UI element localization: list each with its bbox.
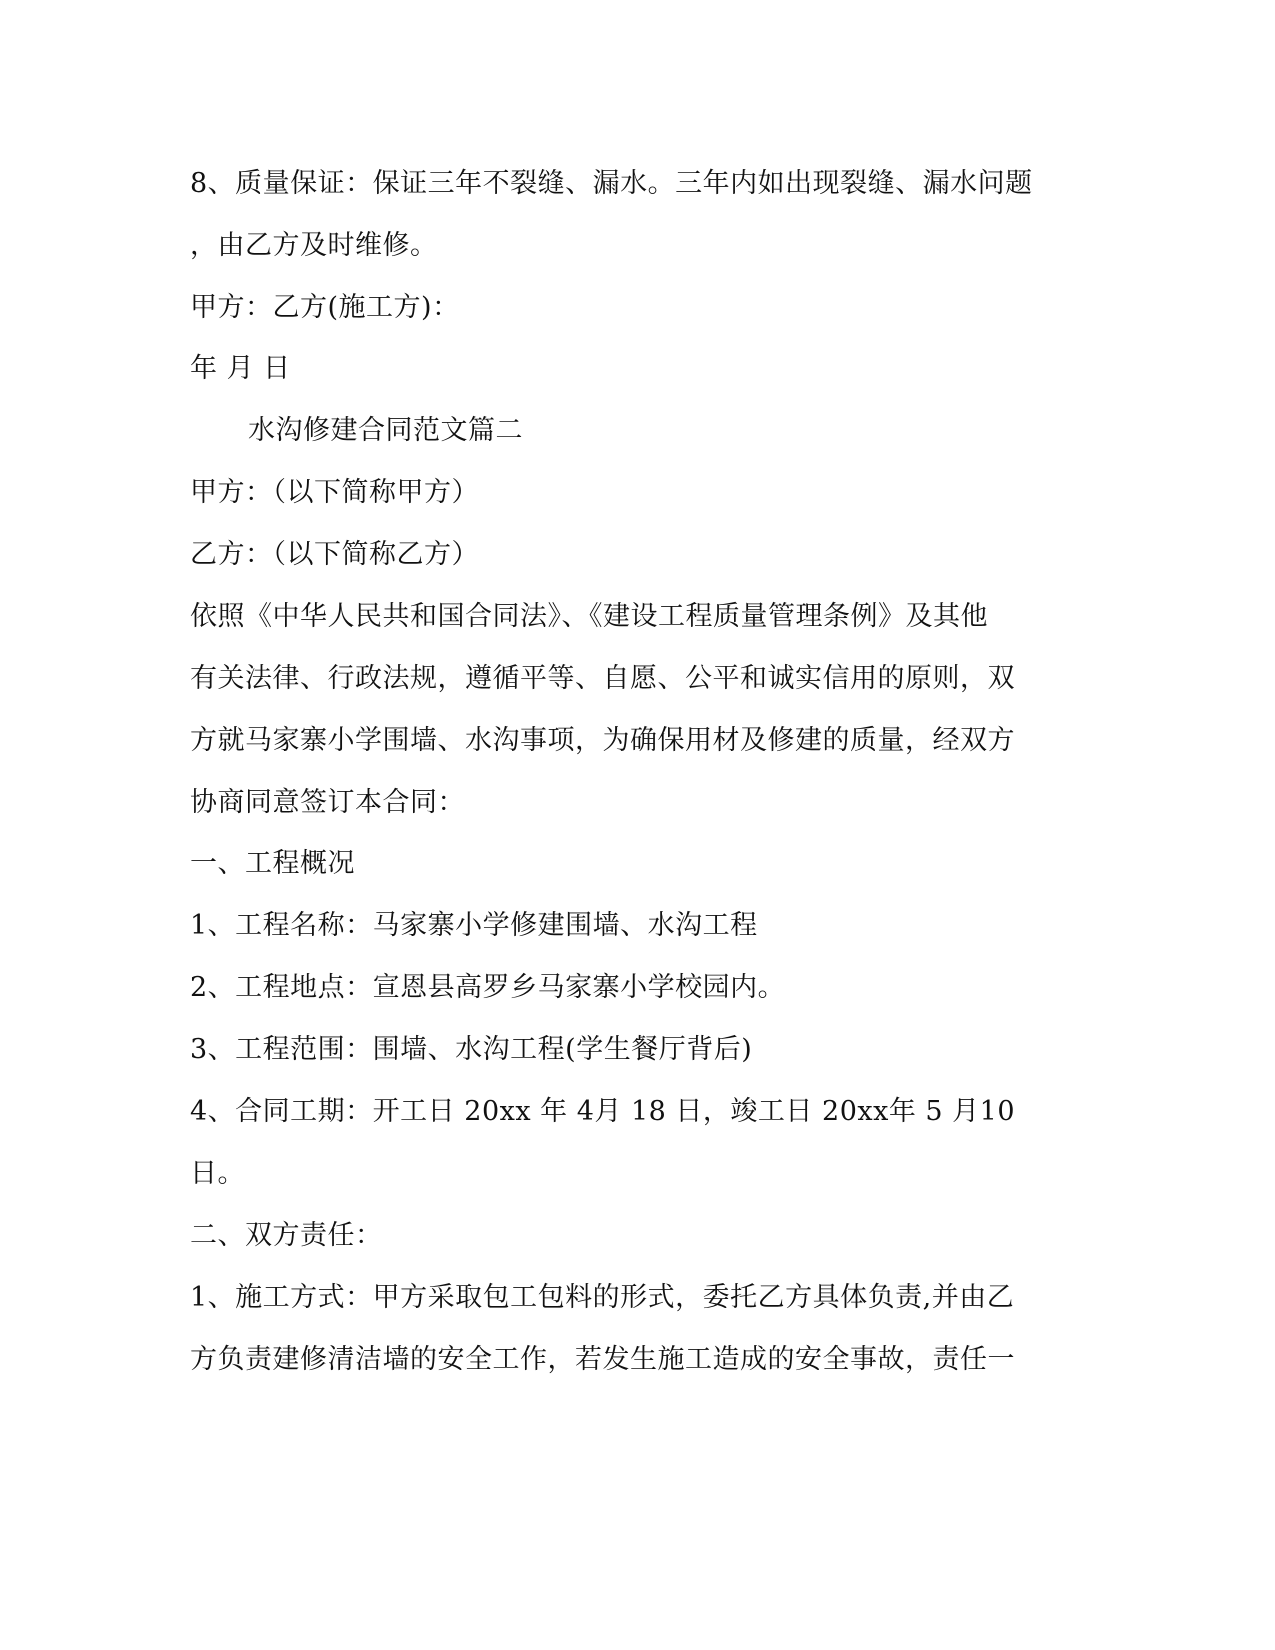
signature-parties: 甲方：乙方(施工方)： xyxy=(190,292,460,323)
clause-8-quality-guarantee: 8、质量保证：保证三年不裂缝、漏水。三年内如出现裂缝、漏水问题 xyxy=(190,168,1033,199)
preamble-line-1: 依照《中华人民共和国合同法》、《建设工程质量管理条例》及其他 xyxy=(190,601,988,632)
signature-date: 年 月 日 xyxy=(190,353,291,384)
project-scope: 3、工程范围：围墙、水沟工程(学生餐厅背后) xyxy=(190,1034,753,1065)
party-a: 甲方：（以下简称甲方） xyxy=(190,477,479,508)
project-name: 1、工程名称：马家寨小学修建围墙、水沟工程 xyxy=(190,910,758,941)
heading-project-overview: 一、工程概况 xyxy=(190,848,355,879)
preamble-line-4: 协商同意签订本合同： xyxy=(190,787,465,818)
contract-period-continuation: 日。 xyxy=(190,1158,245,1189)
section-title: 水沟修建合同范文篇二 xyxy=(248,415,523,446)
construction-method-line-2: 方负责建修清洁墙的安全工作，若发生施工造成的安全事故，责任一 xyxy=(190,1344,1015,1375)
preamble-line-3: 方就马家寨小学围墙、水沟事项，为确保用材及修建的质量，经双方 xyxy=(190,725,1015,756)
party-b: 乙方：（以下简称乙方） xyxy=(190,539,479,570)
contract-period: 4、合同工期：开工日 20xx 年 4月 18 日，竣工日 20xx年 5 月10 xyxy=(190,1096,1016,1127)
preamble-line-2: 有关法律、行政法规，遵循平等、自愿、公平和诚实信用的原则，双 xyxy=(190,663,1015,694)
project-location: 2、工程地点：宣恩县高罗乡马家寨小学校园内。 xyxy=(190,972,786,1003)
clause-8-continuation: ，由乙方及时维修。 xyxy=(190,230,438,261)
heading-responsibilities: 二、双方责任： xyxy=(190,1220,383,1251)
construction-method-line-1: 1、施工方式：甲方采取包工包料的形式，委托乙方具体负责,并由乙 xyxy=(190,1282,1015,1313)
